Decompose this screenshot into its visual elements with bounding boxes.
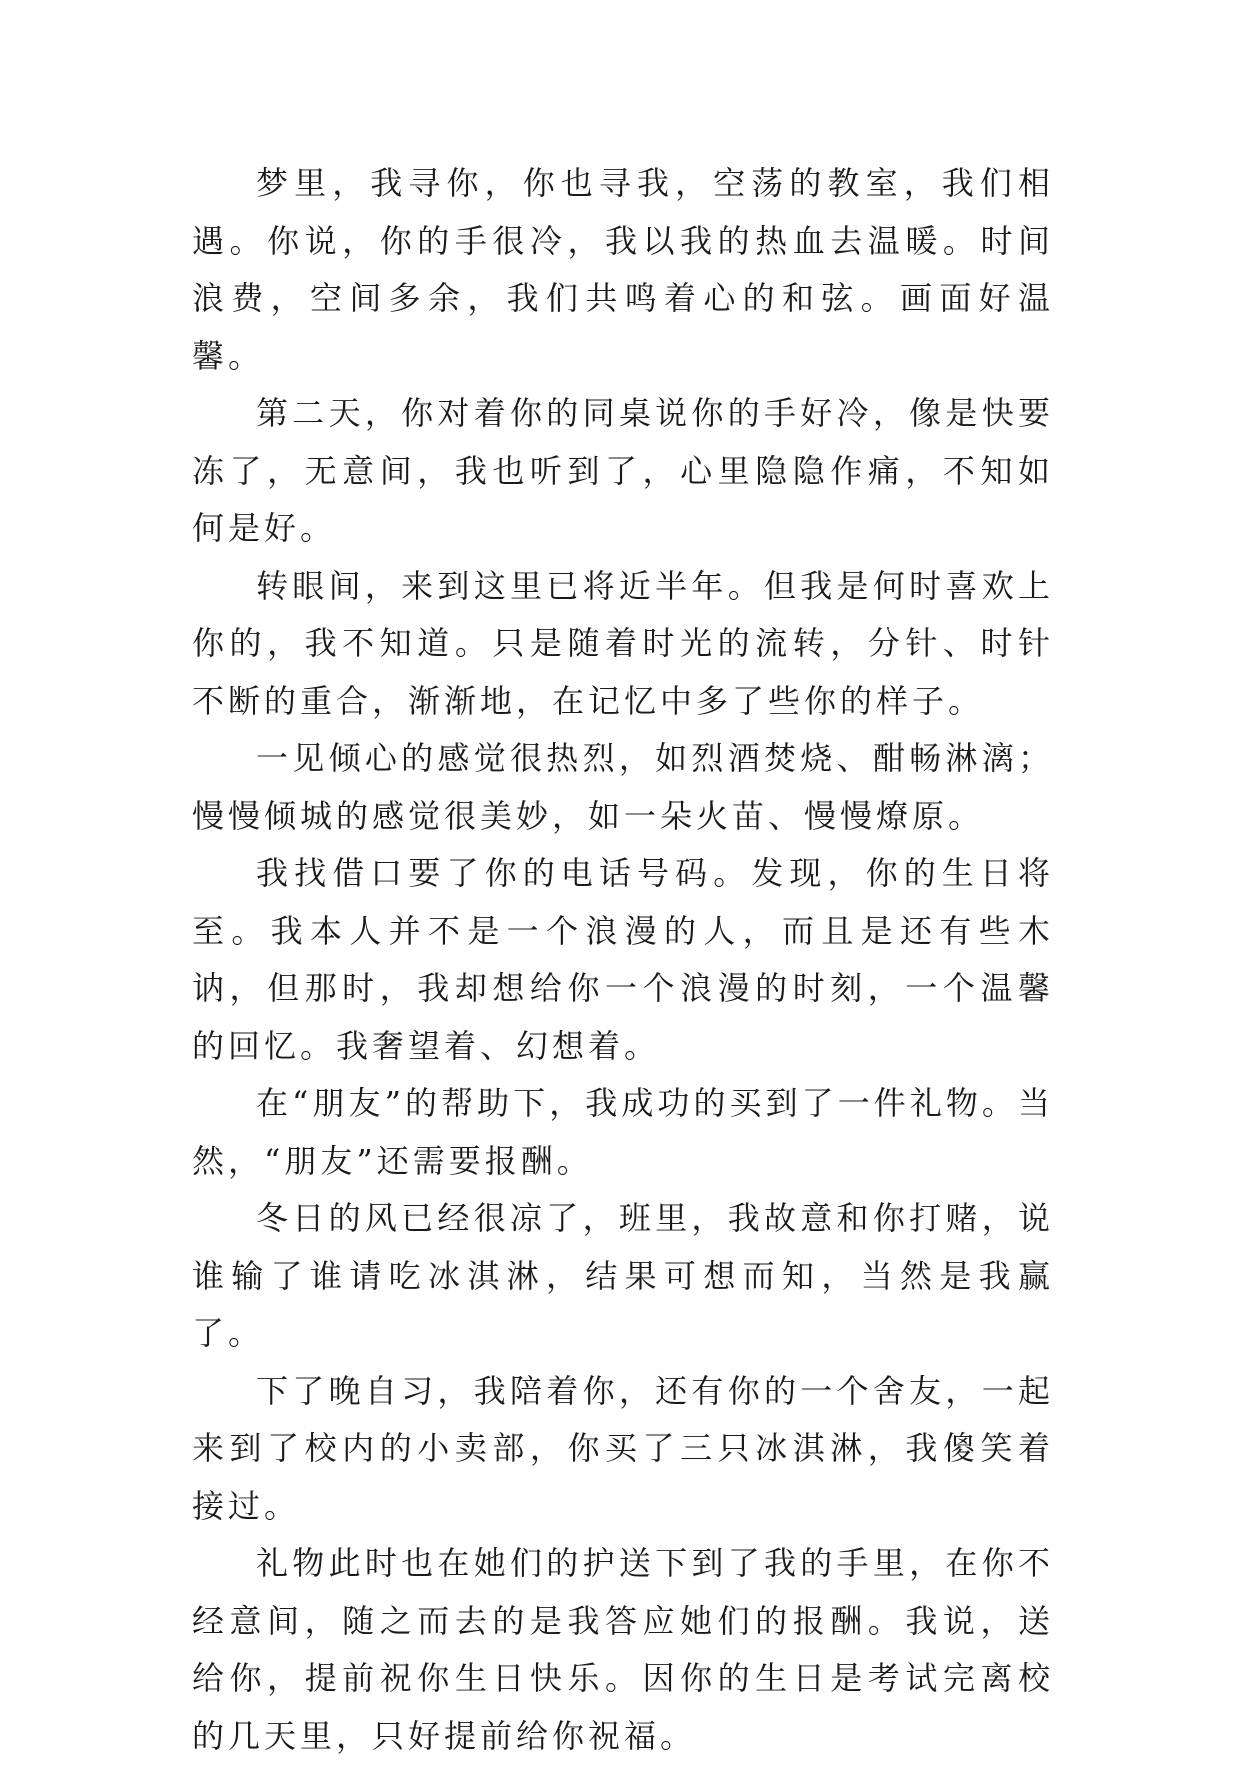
paragraph: 我找借口要了你的电话号码。发现，你的生日将至。我本人并不是一个浪漫的人，而且是还有些木讷，但那时，我却想给你一个浪漫的时刻，一个温馨的回忆。我奢望着、幻想着。 <box>192 854 1054 1065</box>
paragraph: 礼物此时也在她们的护送下到了我的手里，在你不经意间，随之而去的是我答应她们的报酬。我说，送给你，提前祝你生日快乐。因你的生日是考试完离校的几天里，只好提前给你祝福。 <box>192 1544 1054 1755</box>
paragraph: 第二天，你对着你的同桌说你的手好冷，像是快要冻了，无意间，我也听到了，心里隐隐作痛，不知如何是好。 <box>192 394 1054 547</box>
body-text <box>192 155 1054 1765</box>
paragraph: 转眼间，来到这里已将近半年。但我是何时喜欢上你的，我不知道。只是随着时光的流转，分针、时针不断的重合，渐渐地，在记忆中多了些你的样子。 <box>192 566 1054 720</box>
paragraph: 冬日的风已经很凉了，班里，我故意和你打赌，说谁输了谁请吃冰淇淋，结果可想而知，当然是我赢了。 <box>192 1199 1054 1352</box>
paragraph: 在“朋友”的帮助下，我成功的买到了一件礼物。当然，“朋友”还需要报酬。 <box>192 1084 1054 1180</box>
paragraph: 下了晚自习，我陪着你，还有你的一个舍友，一起来到了校内的小卖部，你买了三只冰淇淋，我傻笑着接过。 <box>192 1371 1054 1525</box>
paragraph: 梦里，我寻你，你也寻我，空荡的教室，我们相遇。你说，你的手很冷，我以我的热血去温暖。时间浪费，空间多余，我们共鸣着心的和弦。画面好温馨。 <box>192 164 1054 375</box>
paragraph: 一见倾心的感觉很热烈，如烈酒焚烧、酣畅淋漓；慢慢倾城的感觉很美妙，如一朵火苗、慢慢燎原。 <box>192 739 1054 835</box>
